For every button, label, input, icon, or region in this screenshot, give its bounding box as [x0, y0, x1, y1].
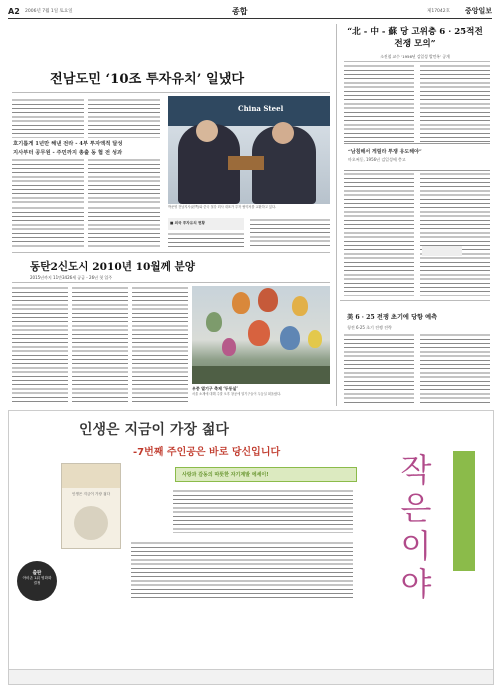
ad-side-strip	[453, 451, 475, 571]
side-byline: 소진철 교수 ‘1956년 김일성 발언록’ 공개	[380, 54, 450, 59]
ad-subline: -7번째 주인공은 바로 당신입니다	[133, 447, 281, 458]
lead-subhead-2: 지사부터 공무원 - 주민까지 총출 동 협 전 성과	[13, 150, 123, 156]
ad-char-2: 은	[400, 489, 432, 527]
lead-body-col2	[88, 98, 160, 138]
second-subhead: 2015년까지 11만3426세 공급 - 26년 첫 입주	[30, 275, 113, 280]
lead-subhead-1: 호기롭게 1년만 해낸 전라 - 4부 투자액적 달성	[13, 141, 123, 147]
issue-number: 제17042호	[426, 9, 450, 14]
ad-list-text	[131, 541, 353, 601]
lead-photo	[168, 96, 330, 204]
third-headline: 美 6 · 25 전쟁 초기에 당항 예측	[347, 314, 438, 321]
side-headline: “北 - 中 - 蘇 당 고위층 6 · 25적전 전쟁 모의”	[347, 27, 483, 49]
balloon-caption: 서울 소재에 대해 주말 오후 창공에 열기구들이 두둥실 떠올랐다.	[192, 392, 282, 396]
ad-char-3: 이	[400, 527, 432, 565]
ad-tagline-box	[175, 467, 357, 482]
ad-footer	[9, 669, 493, 684]
lead-body-col4	[88, 158, 160, 204]
agreement-folder	[228, 156, 264, 170]
page-number: A2	[8, 7, 20, 16]
book-advertisement	[8, 410, 494, 685]
balloon-caption-title: 우중 열기구 축제 ‘두둥실’	[192, 386, 238, 391]
third-subhead: 청전 6·25 초기 전쟁 전략	[347, 325, 392, 330]
paper-name: 중앙일보	[464, 6, 492, 15]
ad-vertical-title	[381, 451, 451, 603]
lead-box-label: ■ 외국 투자유치 현황	[170, 221, 205, 225]
page-header	[8, 6, 492, 19]
balloon-photo	[192, 286, 330, 384]
side-box-sub: 마오쩌둥, 1956년 김일성에 충고	[348, 157, 406, 162]
lead-body-col1	[12, 98, 84, 138]
ad-badge-title: 출판	[32, 571, 42, 576]
second-headline: 동탄2신도시 2010년 10월께 분양	[30, 261, 195, 273]
book-cover-title: 인생은 지금이 가장 젊다	[71, 492, 111, 496]
ad-headline: 인생은 지금이 가장 젊다	[79, 422, 229, 438]
lead-photo-caption: 박준영 전남지사(왼쪽)와 중국 철강 회사 대표가 투자 협약서를 교환하고 있다.	[168, 205, 277, 209]
ad-badge-sub: 아마존 1위 영화화 결정	[22, 576, 52, 585]
ad-char-4: 야	[400, 565, 432, 603]
ad-badge	[17, 561, 57, 601]
photo-backdrop-sign: China Steel	[238, 104, 284, 113]
side-photo	[422, 246, 462, 256]
ad-tagline: 사랑과 감동의 따뜻한 자기계발 에세이!	[182, 472, 269, 478]
side-box-title: “남침해서 게릴라 투쟁 유도해야”	[348, 149, 422, 155]
section-title: 종합	[232, 6, 248, 16]
book-cover	[61, 463, 121, 549]
lead-headline: 전남도민 ‘10조 투자유치’ 일냈다	[50, 72, 245, 87]
side-quote-box	[344, 143, 490, 171]
issue-date: 2006년 7월 1일 토요일	[25, 9, 73, 14]
lead-body-col3	[12, 158, 84, 204]
ad-char-1: 작	[400, 451, 432, 489]
ad-body-text	[173, 489, 353, 533]
